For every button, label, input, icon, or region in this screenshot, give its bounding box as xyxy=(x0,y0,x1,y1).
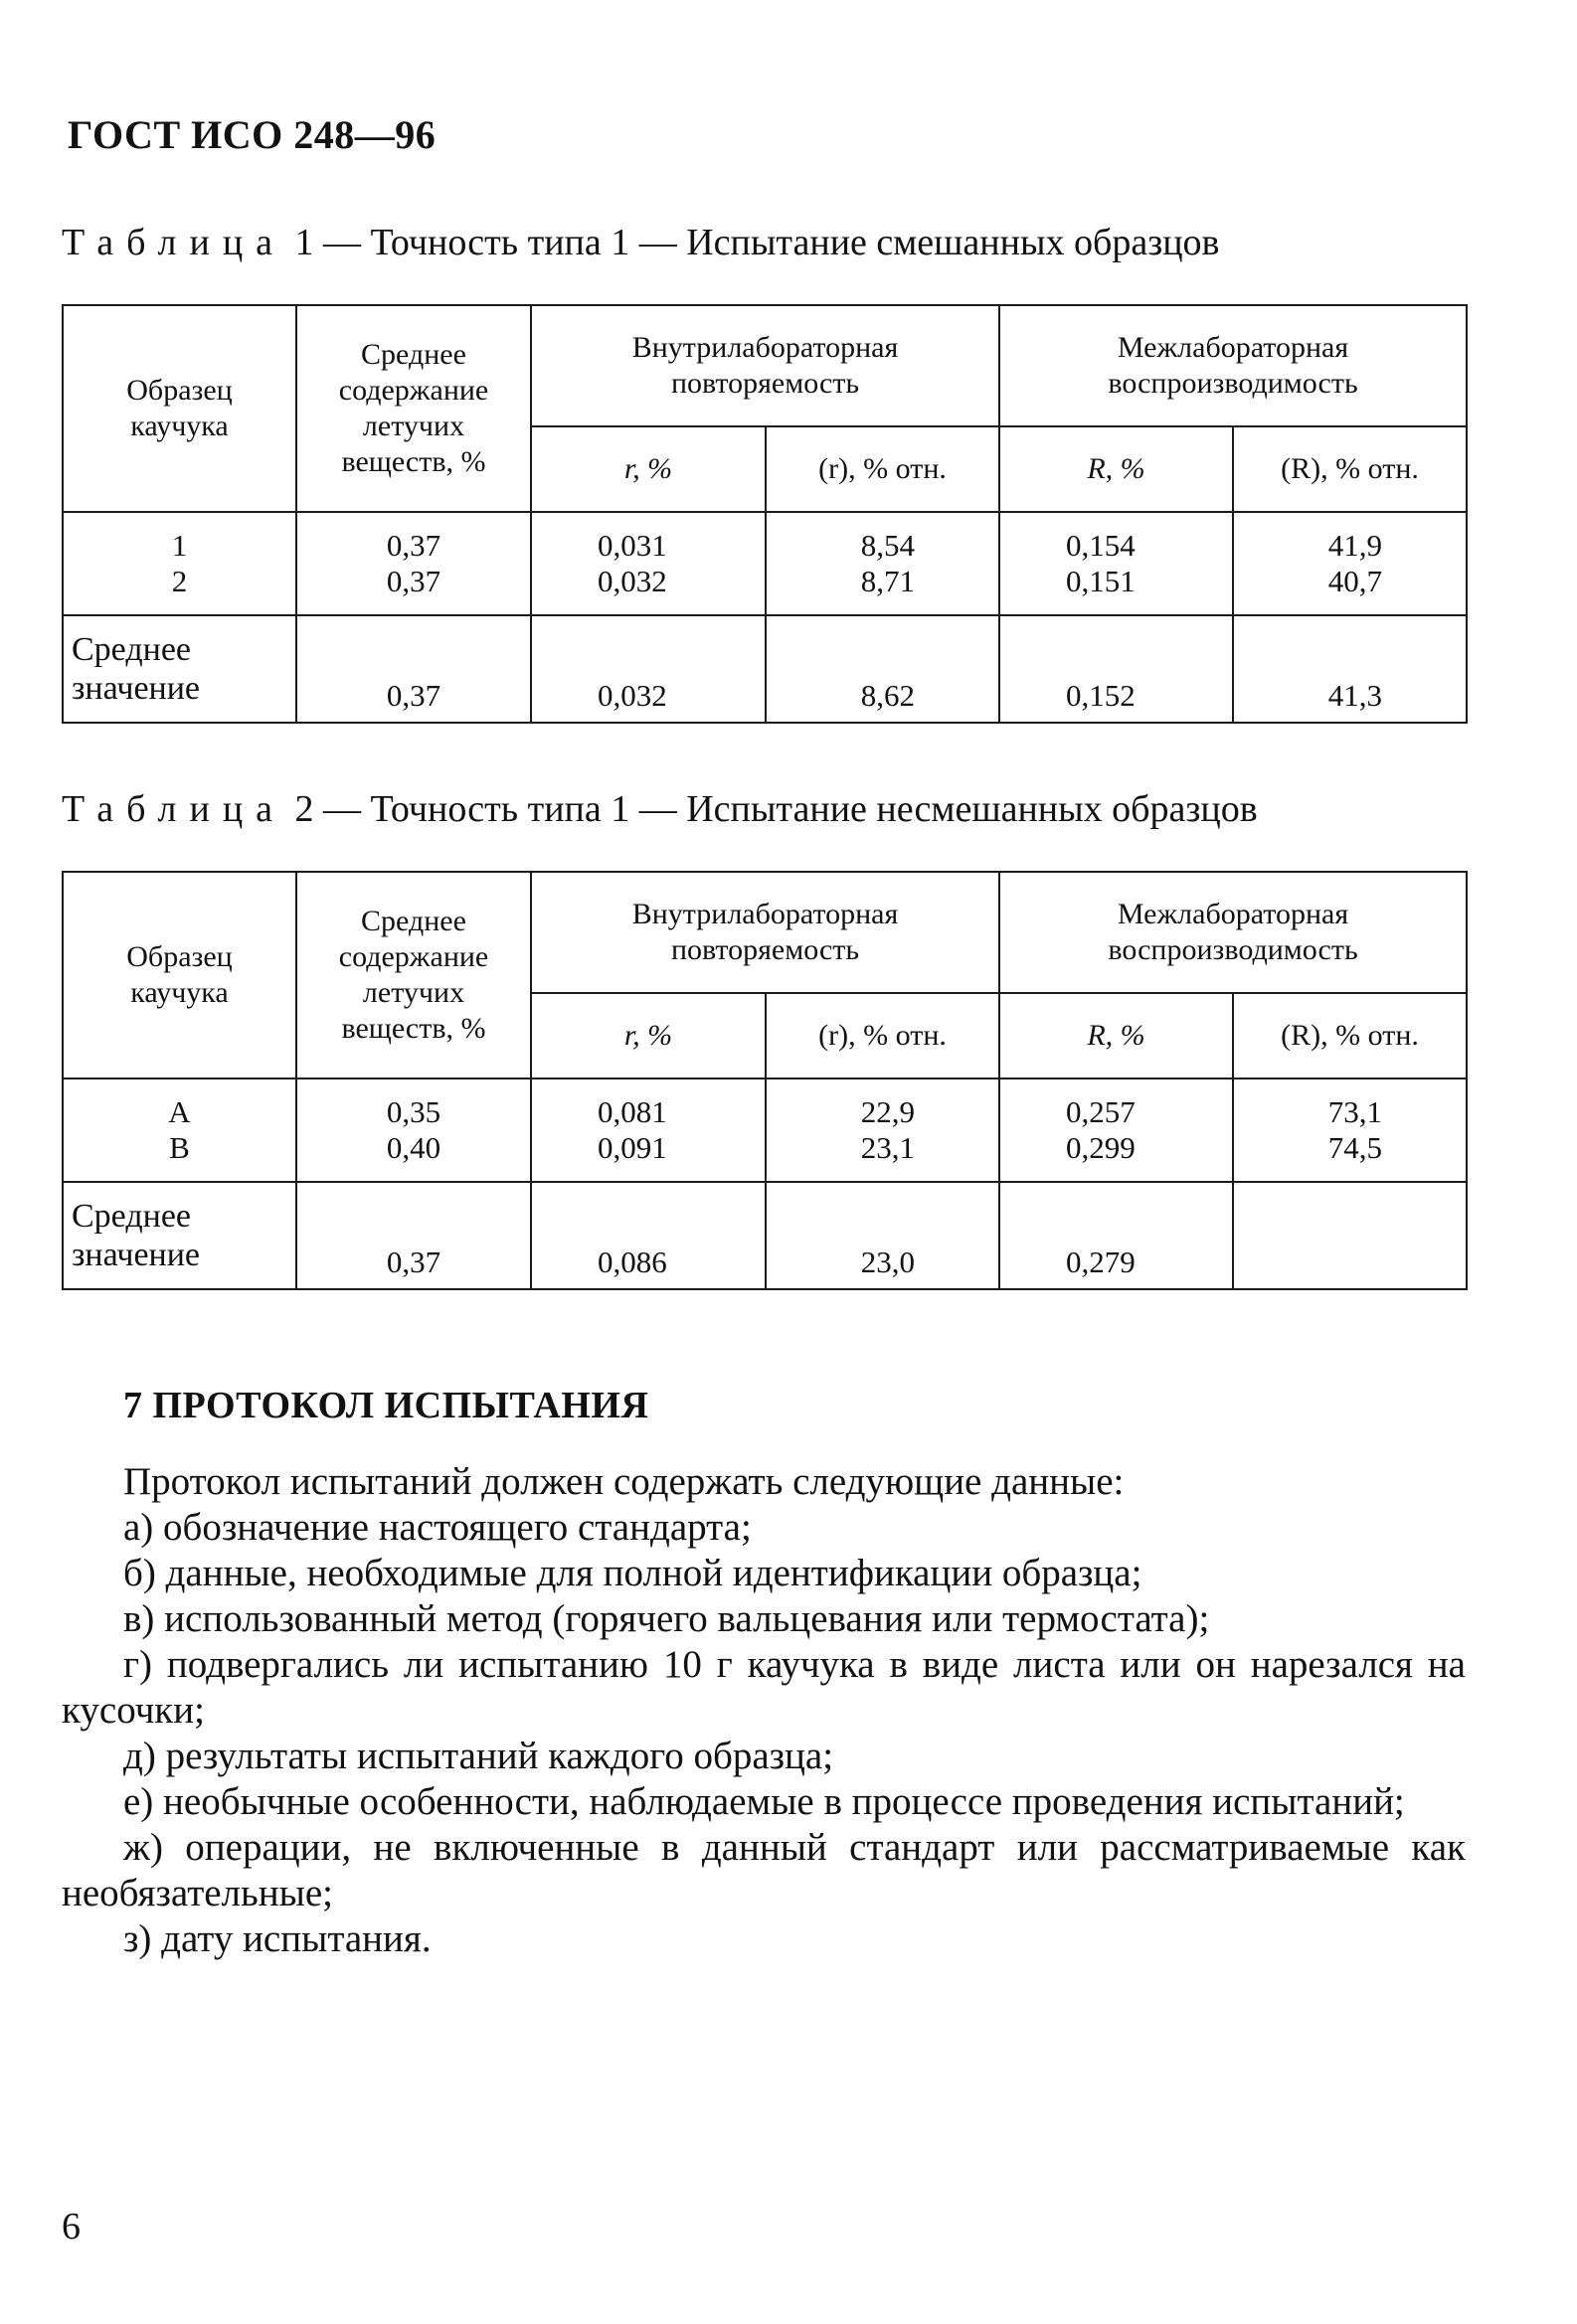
table2-mean-cell: 0,35 0,40 xyxy=(296,1079,531,1182)
table2-avg-r-rel: 23,0 xyxy=(766,1182,999,1289)
table2-header-mean-content: Среднее содержание летучих веществ, % xyxy=(296,872,531,1079)
page-number: 6 xyxy=(62,2206,81,2247)
table2-avg-label: Среднее значение xyxy=(63,1182,296,1289)
table2 xyxy=(62,871,1468,1290)
table2-avg-mean: 0,37 xyxy=(296,1182,531,1289)
table2-r-rel-cell: 22,9 23,1 xyxy=(766,1079,999,1182)
table2-avg-big-r-rel xyxy=(1233,1182,1467,1289)
table2-header-big-r: R, % xyxy=(999,993,1233,1079)
table1 xyxy=(62,304,1468,724)
table1-header-big-r-rel: (R), % отн. xyxy=(1233,426,1467,512)
protocol-item-e: е) необычные особенности, наблюдаемые в процессе проведения испытаний; xyxy=(123,1780,1405,1823)
protocol-intro: Протокол испытаний должен содержать следующие данные: xyxy=(123,1460,1125,1503)
document-code: ГОСТ ИСО 248—96 xyxy=(68,112,437,157)
table2-caption xyxy=(62,787,1258,831)
table1-header-r: r, % xyxy=(531,426,766,512)
table1-header-repeatability: Внутрилабораторная повторяемость xyxy=(531,305,999,426)
protocol-item-a: а) обозначение настоящего стандарта; xyxy=(123,1506,752,1549)
table2-big-r-cell: 0,257 0,299 xyxy=(999,1079,1233,1182)
table1-header-mean-content: Среднее содержание летучих веществ, % xyxy=(296,305,531,512)
table1-big-r-cell: 0,154 0,151 xyxy=(999,512,1233,615)
table1-caption-word: Таблица xyxy=(62,222,286,263)
table1-avg-r: 0,032 xyxy=(531,615,766,723)
table2-header-big-r-rel: (R), % отн. xyxy=(1233,993,1467,1079)
table1-header-sample: Образец каучука xyxy=(63,305,296,512)
protocol-item-v: в) использованный метод (горячего вальцевания или термостата); xyxy=(123,1597,1210,1640)
protocol-list xyxy=(62,1459,1466,1962)
table2-avg-big-r: 0,279 xyxy=(999,1182,1233,1289)
table1-avg-big-r: 0,152 xyxy=(999,615,1233,723)
table1-caption-text: 1 — Точность типа 1 — Испытание смешанных образцов xyxy=(285,222,1220,263)
protocol-item-d: д) результаты испытаний каждого образца; xyxy=(123,1735,834,1777)
table2-big-r-rel-cell: 73,1 74,5 xyxy=(1233,1079,1467,1182)
table2-header-r: r, % xyxy=(531,993,766,1079)
table1-avg-mean: 0,37 xyxy=(296,615,531,723)
table2-header-sample: Образец каучука xyxy=(63,872,296,1079)
table1-avg-label: Среднее значение xyxy=(63,615,296,723)
table1-sample-cell: 1 2 xyxy=(63,512,296,615)
table2-sample-cell: A B xyxy=(63,1079,296,1182)
table1-header-reproducibility: Межлабораторная воспроизводимость xyxy=(999,305,1467,426)
table1-avg-r-rel: 8,62 xyxy=(766,615,999,723)
table2-header-r-rel: (r), % отн. xyxy=(766,993,999,1079)
table2-header-repeatability: Внутрилабораторная повторяемость xyxy=(531,872,999,993)
section-title: 7 ПРОТОКОЛ ИСПЫТАНИЯ xyxy=(123,1385,649,1426)
table1-mean-cell: 0,37 0,37 xyxy=(296,512,531,615)
table1-big-r-rel-cell: 41,9 40,7 xyxy=(1233,512,1467,615)
protocol-item-g: г) подвергались ли испытанию 10 г каучука в виде листа или он нарезался на кусочки; xyxy=(62,1643,1466,1732)
table1-r-rel-cell: 8,54 8,71 xyxy=(766,512,999,615)
table2-caption-text: 2 — Точность типа 1 — Испытание несмешанных образцов xyxy=(285,788,1258,830)
protocol-item-zh: ж) операции, не включенные в данный стандарт или рассматриваемые как необязательные; xyxy=(62,1826,1466,1914)
table1-caption xyxy=(62,221,1220,264)
table2-avg-r: 0,086 xyxy=(531,1182,766,1289)
table1-header-r-rel: (r), % отн. xyxy=(766,426,999,512)
table2-r-cell: 0,081 0,091 xyxy=(531,1079,766,1182)
table2-header-reproducibility: Межлабораторная воспроизводимость xyxy=(999,872,1467,993)
table2-caption-word: Таблица xyxy=(62,788,286,830)
table1-header-big-r: R, % xyxy=(999,426,1233,512)
protocol-item-b: б) данные, необходимые для полной идентификации образца; xyxy=(123,1552,1142,1594)
table1-r-cell: 0,031 0,032 xyxy=(531,512,766,615)
protocol-item-z: з) дату испытания. xyxy=(123,1917,432,1960)
table1-avg-big-r-rel: 41,3 xyxy=(1233,615,1467,723)
